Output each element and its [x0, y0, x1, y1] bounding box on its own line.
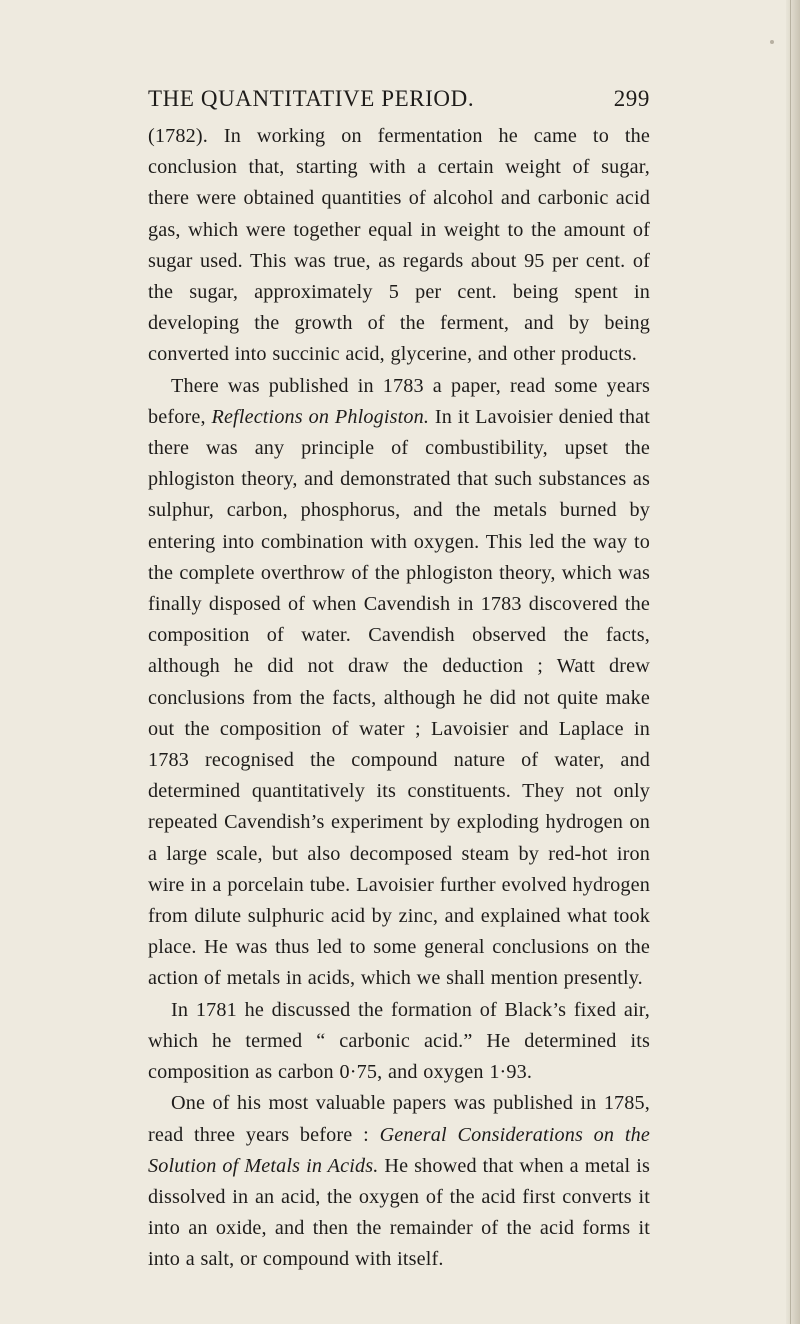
- paragraph-2: [148, 371, 650, 995]
- paragraph-text: One of his most valuable papers was published in 1785, read three years before :: [148, 1092, 650, 1146]
- book-title-reflections: Reflections on Phlogiston.: [211, 405, 430, 428]
- paragraph-3: [148, 995, 650, 1089]
- running-head: [148, 84, 650, 114]
- ink-speck: [770, 40, 774, 44]
- page-edge: [786, 0, 800, 1324]
- page-number: 299: [613, 86, 650, 111]
- paragraph-text: (1782). In working on fermentation he came to the conclusion that, starting with a certain weight of sugar, there were obtained quantities of alcohol and carbonic acid gas, which were together equal in weight to the amount of sugar used. This was true, as regards about 95 per cent. of the sugar, approximately 5 per cent. being spent in developing the growth of the ferment, and by being converted into succinic acid, glycerine, and other products.: [148, 125, 650, 366]
- running-title: THE QUANTITATIVE PERIOD.: [148, 86, 475, 111]
- paragraph-4: [148, 1088, 650, 1275]
- paragraph-text: There was published in 1783 a paper, read some years before,: [148, 374, 650, 428]
- page-edge-line: [790, 0, 791, 1324]
- body-text: [148, 121, 650, 1276]
- paragraph-1: [148, 121, 650, 371]
- paragraph-text: In it Lavoisier denied that there was any principle of combustibility, upset the phlogiston theory, and demonstrated that such substances as sulphur, carbon, phosphorus, and the metals burned by entering into combination with oxygen. This led the way to the complete overthrow of the phlogiston theory, which was finally disposed of when Cavendish in 1783 discovered the composition of water. Cavendish observed the facts, although he did not draw the deduction ; Watt drew conclusions from the facts, although he did not quite make out the composition of water ; Lavoisier and Laplace in 1783 recognised the compound nature of water, and determined quantitatively its constituents. They not only repeated Cavendish’s experiment by exploding hydrogen on a large scale, but also decomposed steam by red-hot iron wire in a porcelain tube. Lavoisier further evolved hydrogen from dilute sulphuric acid by zinc, and explained what took place. He was thus led to some general conclusions on the action of metals in acids, which we shall mention presently.: [148, 405, 650, 990]
- paragraph-text: He showed that when a metal is dissolved in an acid, the oxygen of the acid first converts it into an oxide, and then the remainder of the acid forms it into a salt, or compound with itself.: [148, 1154, 650, 1271]
- paragraph-text: In 1781 he discussed the formation of Black’s fixed air, which he termed “ carbonic acid.” He determined its composition as carbon 0·75, and oxygen 1·93.: [148, 998, 650, 1084]
- book-title-general-considerations: General Considerations on the Solution of Metals in Acids.: [148, 1123, 650, 1177]
